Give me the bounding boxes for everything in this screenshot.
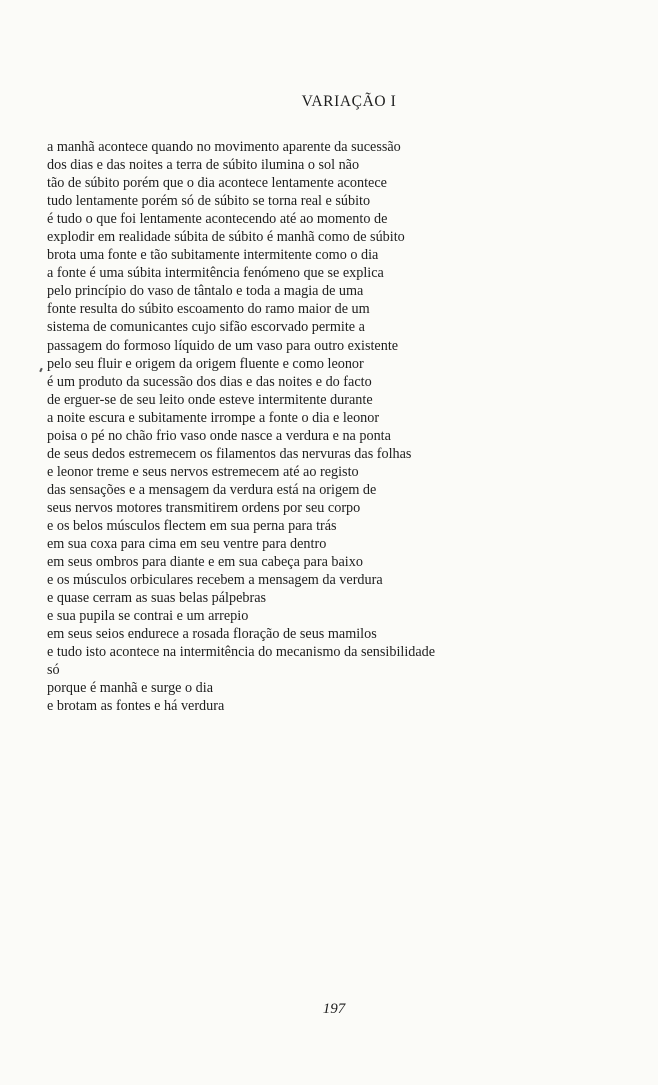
poem-line: e tudo isto acontece na intermitência do mecanismo da sensibilidade (47, 644, 436, 661)
poem-line: passagem do formoso líquido de um vaso para outro existente (47, 337, 399, 354)
ink-mark (39, 368, 43, 372)
poem-line: e sua pupila se contrai e um arrepio (47, 608, 249, 625)
poem-line: de seus dedos estremecem os filamentos das nervuras das folhas (47, 445, 412, 462)
poem-line: em seus ombros para diante e em sua cabeça para baixo (47, 554, 363, 571)
poem-line: pelo princípio do vaso de tântalo e toda a magia de uma (47, 283, 364, 300)
page-number: 197 (322, 1001, 346, 1017)
poem-line: e brotam as fontes e há verdura (47, 698, 225, 715)
poem-line: de erguer-se de seu leito onde esteve intermitente durante (47, 391, 373, 408)
poem-line: a manhã acontece quando no movimento aparente da sucessão (47, 139, 401, 155)
poem-line: e os belos músculos flectem em sua perna para trás (47, 517, 337, 534)
poem-line: sistema de comunicantes cujo sifão escorvado permite a (47, 319, 365, 336)
poem-line: seus nervos motores transmitirem ordens por seu corpo (47, 499, 361, 516)
poem-line: porque é manhã e surge o dia (47, 680, 213, 697)
poem-title: VARIAÇÃO I (301, 93, 397, 110)
poem-line: pelo seu fluir e origem da origem fluente e como leonor (47, 355, 364, 372)
poem-line: das sensações e a mensagem da verdura está na origem de (47, 481, 377, 498)
poem-line: poisa o pé no chão frio vaso onde nasce a verdura e na ponta (47, 427, 391, 444)
poem-line: é tudo o que foi lentamente acontecendo até ao momento de (47, 211, 388, 228)
poem-line: a fonte é uma súbita intermitência fenómeno que se explica (47, 265, 384, 282)
poem-line: e os músculos orbiculares recebem a mensagem da verdura (47, 572, 383, 589)
poem-line: e leonor treme e seus nervos estremecem até ao registo (47, 463, 359, 480)
poem-line: só (47, 662, 60, 679)
poem-line: tão de súbito porém que o dia acontece lentamente acontece (47, 175, 387, 192)
poem-line: fonte resulta do súbito escoamento do ramo maior de um (47, 301, 370, 318)
poem-line: brota uma fonte e tão subitamente intermitente como o dia (47, 247, 379, 264)
poem-line: e quase cerram as suas belas pálpebras (47, 590, 267, 607)
poem-line: dos dias e das noites a terra de súbito ilumina o sol não (47, 157, 360, 174)
poem-body (47, 138, 647, 716)
poem-line: é um produto da sucessão dos dias e das noites e do facto (47, 373, 372, 390)
poem-line: em sua coxa para cima em seu ventre para dentro (47, 536, 327, 553)
poem-line: em seus seios endurece a rosada floração de seus mamilos (47, 626, 377, 643)
poem-line: tudo lentamente porém só de súbito se torna real e súbito (47, 193, 371, 210)
poem-line: explodir em realidade súbita de súbito é manhã como de súbito (47, 229, 405, 246)
poem-line: a noite escura e subitamente irrompe a fonte o dia e leonor (47, 409, 380, 426)
